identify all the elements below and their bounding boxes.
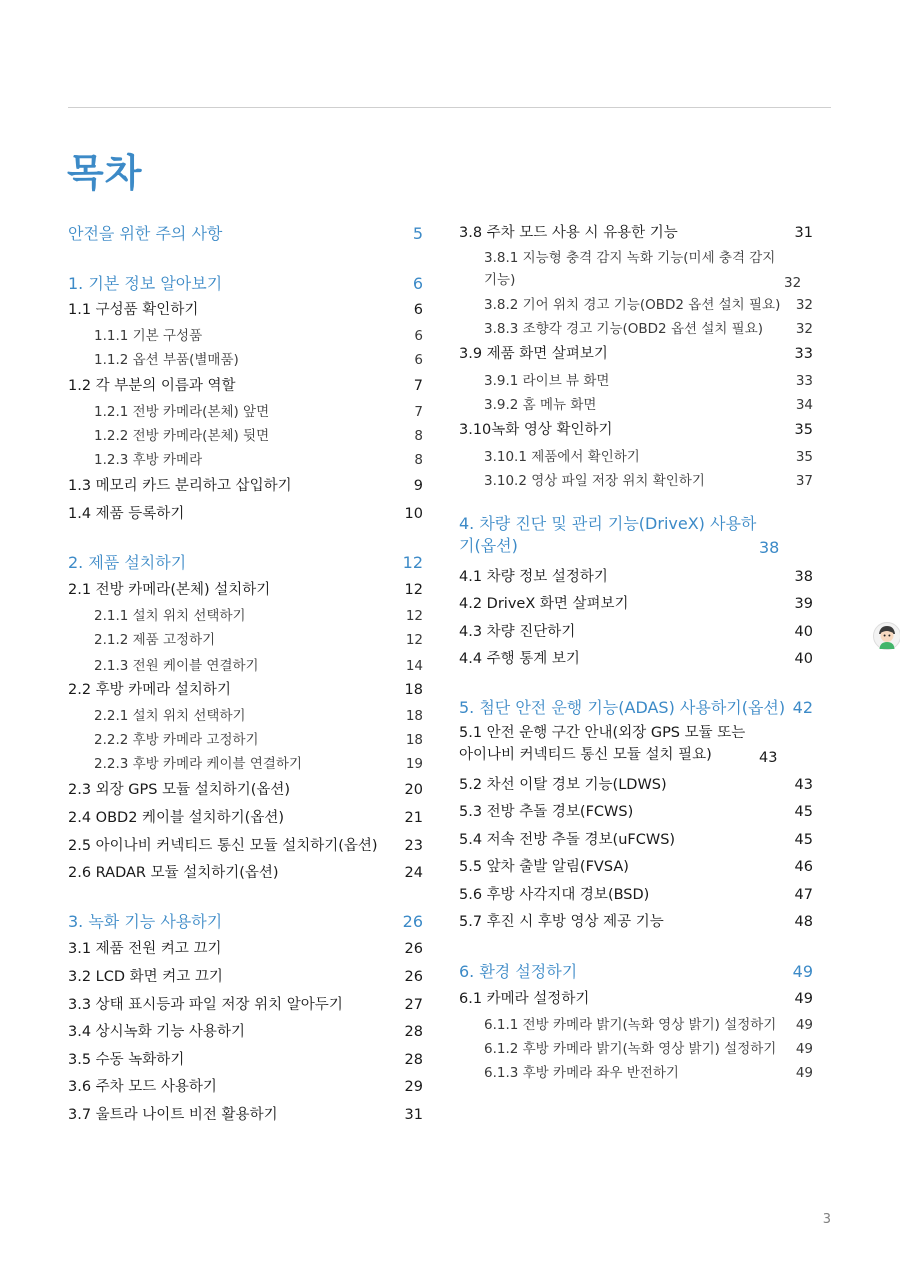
toc-entry-page: 8 <box>414 452 423 468</box>
toc-section[interactable] <box>459 773 813 794</box>
toc-entry-label: 2.2.3 후방 카메라 케이블 연결하기 <box>94 756 303 772</box>
toc-entry-page: 24 <box>404 865 423 881</box>
toc-entry-page: 33 <box>795 373 813 389</box>
toc-section[interactable] <box>459 910 813 931</box>
toc-section[interactable] <box>459 883 813 904</box>
toc-section[interactable] <box>68 965 423 986</box>
toc-chapter[interactable] <box>68 550 423 573</box>
toc-section[interactable] <box>68 1103 423 1124</box>
toc-section[interactable] <box>68 778 423 799</box>
toc-section[interactable] <box>459 647 813 668</box>
toc-entry-page: 6 <box>413 302 423 318</box>
toc-entry-label: 1.1.2 옵션 부품(별매품) <box>94 352 239 368</box>
toc-entry-page: 31 <box>794 225 813 241</box>
toc-entry-label: 3.10.2 영상 파일 저장 위치 확인하기 <box>484 473 705 489</box>
toc-entry-label: 1.1 구성품 확인하기 <box>68 302 199 318</box>
toc-entry-page: 19 <box>405 756 423 772</box>
toc-entry-page: 49 <box>795 1041 813 1057</box>
toc-section[interactable] <box>68 806 423 827</box>
toc-subsection[interactable] <box>484 247 813 291</box>
toc-entry-page: 45 <box>794 832 813 848</box>
toc-entry-label: 1.2.3 후방 카메라 <box>94 452 203 468</box>
toc-subsection[interactable] <box>484 1061 813 1081</box>
toc-entry-page: 32 <box>784 275 802 291</box>
toc-subsection[interactable] <box>94 324 423 344</box>
toc-entry-label: 2.6 RADAR 모듈 설치하기(옵션) <box>68 865 279 881</box>
toc-entry-label: 3.8 주차 모드 사용 시 유용한 기능 <box>459 225 678 241</box>
toc-entry-label: 2.2 후방 카메라 설치하기 <box>68 682 231 698</box>
toc-section[interactable] <box>68 374 423 395</box>
toc-entry-label: 6.1.1 전방 카메라 밝기(녹화 영상 밝기) 설정하기 <box>484 1017 777 1033</box>
toc-entry-page: 23 <box>404 838 423 854</box>
toc-entry-page: 42 <box>792 698 813 717</box>
toc-subsection[interactable] <box>484 293 813 313</box>
toc-entry-label: 6.1 카메라 설정하기 <box>459 991 590 1007</box>
toc-section[interactable] <box>68 578 423 599</box>
toc-entry-page: 10 <box>404 506 423 522</box>
toc-section[interactable] <box>68 1020 423 1041</box>
toc-entry-label: 4.4 주행 통계 보기 <box>459 651 580 667</box>
toc-section[interactable] <box>68 861 423 882</box>
toc-subsection[interactable] <box>94 628 423 648</box>
toc-section[interactable] <box>459 722 813 766</box>
toc-chapter[interactable] <box>68 271 423 294</box>
toc-subsection[interactable] <box>484 369 813 389</box>
toc-entry-page: 34 <box>795 397 813 413</box>
toc-entry-page: 35 <box>795 449 813 465</box>
toc-entry-page: 12 <box>405 632 423 648</box>
toc-entry-label: 3.10.1 제품에서 확인하기 <box>484 449 640 465</box>
toc-entry-label: 3.8.1 지능형 충격 감지 녹화 기능(미세 충격 감지 기능) <box>484 250 776 288</box>
toc-entry-page: 49 <box>794 991 813 1007</box>
toc-entry-label: 4.1 차량 정보 설정하기 <box>459 569 608 585</box>
toc-entry-page: 12 <box>405 608 423 624</box>
toc-entry-label: 3.6 주차 모드 사용하기 <box>68 1079 217 1095</box>
toc-entry-label: 3.1 제품 전원 켜고 끄기 <box>68 941 222 957</box>
toc-subsection[interactable] <box>484 1037 813 1057</box>
toc-entry-page: 45 <box>794 804 813 820</box>
mascot-face-icon[interactable] <box>873 622 900 650</box>
toc-entry-label: 5.4 저속 전방 추돌 경보(uFCWS) <box>459 832 676 848</box>
toc-entry-page: 6 <box>414 328 423 344</box>
toc-entry-label: 6.1.3 후방 카메라 좌우 반전하기 <box>484 1065 679 1081</box>
toc-entry-label: 3.2 LCD 화면 켜고 끄기 <box>68 969 223 985</box>
toc-entry-page: 6 <box>414 352 423 368</box>
toc-entry-label: 3.8.2 기어 위치 경고 기능(OBD2 옵션 설치 필요) <box>484 297 781 313</box>
toc-entry-label: 2. 제품 설치하기 <box>68 553 187 572</box>
toc-entry-page: 12 <box>404 582 423 598</box>
toc-subsection[interactable] <box>94 604 423 624</box>
toc-section[interactable] <box>459 828 813 849</box>
toc-chapter[interactable] <box>459 959 813 982</box>
page-number: 3 <box>822 1212 831 1227</box>
toc-entry-page: 43 <box>794 777 813 793</box>
toc-subsection[interactable] <box>94 728 423 748</box>
toc-entry-page: 49 <box>792 962 813 981</box>
toc-entry-label: 6.1.2 후방 카메라 밝기(녹화 영상 밝기) 설정하기 <box>484 1041 777 1057</box>
toc-entry-page: 26 <box>404 941 423 957</box>
toc-entry-page: 6 <box>412 274 423 293</box>
toc-entry-page: 39 <box>794 596 813 612</box>
toc-entry-label: 1.4 제품 등록하기 <box>68 506 185 522</box>
toc-entry-page: 48 <box>794 914 813 930</box>
toc-entry-label: 2.4 OBD2 케이블 설치하기(옵션) <box>68 810 285 826</box>
toc-subsection[interactable] <box>94 424 423 444</box>
toc-entry-label: 2.1 전방 카메라(본체) 설치하기 <box>68 582 271 598</box>
toc-entry-page: 28 <box>404 1052 423 1068</box>
toc-entry-page: 43 <box>759 750 778 766</box>
toc-subsection[interactable] <box>94 348 423 368</box>
toc-entry-label: 3.9 제품 화면 살펴보기 <box>459 346 608 362</box>
toc-entry-page: 40 <box>794 624 813 640</box>
toc-entry-label: 2.5 아이나비 커넥티드 통신 모듈 설치하기(옵션) <box>68 838 378 854</box>
toc-entry-label: 3.9.2 홈 메뉴 화면 <box>484 397 597 413</box>
toc-entry-label: 2.2.2 후방 카메라 고정하기 <box>94 732 259 748</box>
toc-entry-label: 2.2.1 설치 위치 선택하기 <box>94 708 246 724</box>
toc-entry-label: 4.2 DriveX 화면 살펴보기 <box>459 596 629 612</box>
toc-entry-page: 46 <box>794 859 813 875</box>
toc-entry-page: 20 <box>404 782 423 798</box>
toc-entry-label: 5.2 차선 이탈 경보 기능(LDWS) <box>459 777 667 793</box>
toc-entry-label: 4. 차량 진단 및 관리 기능(DriveX) 사용하기(옵션) <box>459 514 757 555</box>
toc-entry-label: 5.3 전방 추돌 경보(FCWS) <box>459 804 634 820</box>
toc-entry-label: 5. 첨단 안전 운행 기능(ADAS) 사용하기(옵션) <box>459 698 786 717</box>
page-title: 목차 <box>67 151 143 195</box>
toc-section[interactable] <box>459 418 813 439</box>
toc-section[interactable] <box>68 1048 423 1069</box>
toc-entry-page: 31 <box>404 1107 423 1123</box>
toc-entry-page: 9 <box>413 478 423 494</box>
toc-subsection[interactable] <box>94 704 423 724</box>
toc-entry-label: 1.1.1 기본 구성품 <box>94 328 203 344</box>
toc-entry-page: 32 <box>795 297 813 313</box>
toc-entry-label: 1.2.2 전방 카메라(본체) 뒷면 <box>94 428 270 444</box>
toc-entry-page: 26 <box>404 969 423 985</box>
toc-entry-label: 6. 환경 설정하기 <box>459 962 578 981</box>
toc-entry-label: 5.6 후방 사각지대 경보(BSD) <box>459 887 650 903</box>
toc-section[interactable] <box>68 1075 423 1096</box>
toc-entry-page: 47 <box>794 887 813 903</box>
toc-section[interactable] <box>68 502 423 523</box>
toc-entry-label: 3.9.1 라이브 뷰 화면 <box>484 373 610 389</box>
toc-entry-page: 26 <box>402 912 423 931</box>
toc-entry-page: 18 <box>404 682 423 698</box>
toc-entry-label: 1.3 메모리 카드 분리하고 삽입하기 <box>68 478 292 494</box>
toc-subsection[interactable] <box>94 654 423 674</box>
toc-entry-label: 3. 녹화 기능 사용하기 <box>68 912 223 931</box>
toc-section[interactable] <box>459 855 813 876</box>
toc-entry-page: 27 <box>404 997 423 1013</box>
toc-entry-page: 18 <box>405 708 423 724</box>
toc-subsection[interactable] <box>484 445 813 465</box>
toc-entry-label: 3.4 상시녹화 기능 사용하기 <box>68 1024 245 1040</box>
toc-entry-label: 안전을 위한 주의 사항 <box>68 224 223 243</box>
toc-entry-label: 2.1.1 설치 위치 선택하기 <box>94 608 246 624</box>
toc-entry-page: 49 <box>795 1065 813 1081</box>
toc-section[interactable] <box>68 834 423 855</box>
toc-entry-page: 33 <box>794 346 813 362</box>
toc-subsection[interactable] <box>94 448 423 468</box>
toc-entry-label: 3.3 상태 표시등과 파일 저장 위치 알아두기 <box>68 997 343 1013</box>
toc-entry-label: 5.5 앞차 출발 알림(FVSA) <box>459 859 629 875</box>
toc-subsection[interactable] <box>484 393 813 413</box>
toc-entry-label: 2.3 외장 GPS 모듈 설치하기(옵션) <box>68 782 291 798</box>
toc-chapter[interactable] <box>68 909 423 932</box>
toc-subsection[interactable] <box>484 469 813 489</box>
toc-entry-page: 18 <box>405 732 423 748</box>
toc-subsection[interactable] <box>484 1013 813 1033</box>
toc-entry-label: 4.3 차량 진단하기 <box>459 624 576 640</box>
toc-chapter[interactable] <box>459 513 813 557</box>
toc-entry-label: 3.10녹화 영상 확인하기 <box>459 422 613 438</box>
toc-section[interactable] <box>68 298 423 319</box>
toc-section[interactable] <box>68 993 423 1014</box>
toc-section[interactable] <box>68 474 423 495</box>
toc-section[interactable] <box>459 592 813 613</box>
toc-entry-page: 21 <box>404 810 423 826</box>
toc-entry-page: 29 <box>404 1079 423 1095</box>
toc-section[interactable] <box>68 678 423 699</box>
toc-entry-page: 28 <box>404 1024 423 1040</box>
toc-entry-label: 2.1.3 전원 케이블 연결하기 <box>94 658 259 674</box>
toc-entry-page: 14 <box>405 658 423 674</box>
top-divider <box>68 107 831 108</box>
toc-entry-label: 3.8.3 조향각 경고 기능(OBD2 옵션 설치 필요) <box>484 321 764 337</box>
toc-entry-label: 5.7 후진 시 후방 영상 제공 기능 <box>459 914 664 930</box>
toc-entry-page: 7 <box>414 404 423 420</box>
toc-section[interactable] <box>459 987 813 1008</box>
toc-chapter[interactable] <box>68 221 423 244</box>
toc-entry-label: 3.7 울트라 나이트 비전 활용하기 <box>68 1107 278 1123</box>
toc-subsection[interactable] <box>94 752 423 772</box>
toc-entry-page: 37 <box>795 473 813 489</box>
toc-entry-page: 5 <box>412 224 423 243</box>
toc-entry-page: 40 <box>794 651 813 667</box>
toc-section[interactable] <box>459 342 813 363</box>
toc-entry-page: 35 <box>794 422 813 438</box>
toc-entry-page: 7 <box>413 378 423 394</box>
toc-subsection[interactable] <box>94 400 423 420</box>
toc-entry-label: 5.1 안전 운행 구간 안내(외장 GPS 모듈 또는 아이나비 커넥티드 통신 모듈 설치 필요) <box>459 725 746 763</box>
toc-entry-label: 1. 기본 정보 알아보기 <box>68 274 223 293</box>
toc-section[interactable] <box>459 565 813 586</box>
toc-entry-label: 2.1.2 제품 고정하기 <box>94 632 216 648</box>
toc-entry-page: 38 <box>759 538 780 557</box>
toc-section[interactable] <box>68 937 423 958</box>
toc-entry-label: 1.2 각 부분의 이름과 역할 <box>68 378 236 394</box>
toc-entry-label: 1.2.1 전방 카메라(본체) 앞면 <box>94 404 270 420</box>
toc-chapter[interactable] <box>459 695 813 718</box>
toc-section[interactable] <box>459 221 813 242</box>
toc-subsection[interactable] <box>484 317 813 337</box>
toc-entry-label: 3.5 수동 녹화하기 <box>68 1052 185 1068</box>
toc-entry-page: 38 <box>794 569 813 585</box>
toc-entry-page: 32 <box>795 321 813 337</box>
toc-entry-page: 12 <box>402 553 423 572</box>
toc-entry-page: 8 <box>414 428 423 444</box>
toc-entry-page: 49 <box>795 1017 813 1033</box>
toc-section[interactable] <box>459 620 813 641</box>
toc-section[interactable] <box>459 800 813 821</box>
